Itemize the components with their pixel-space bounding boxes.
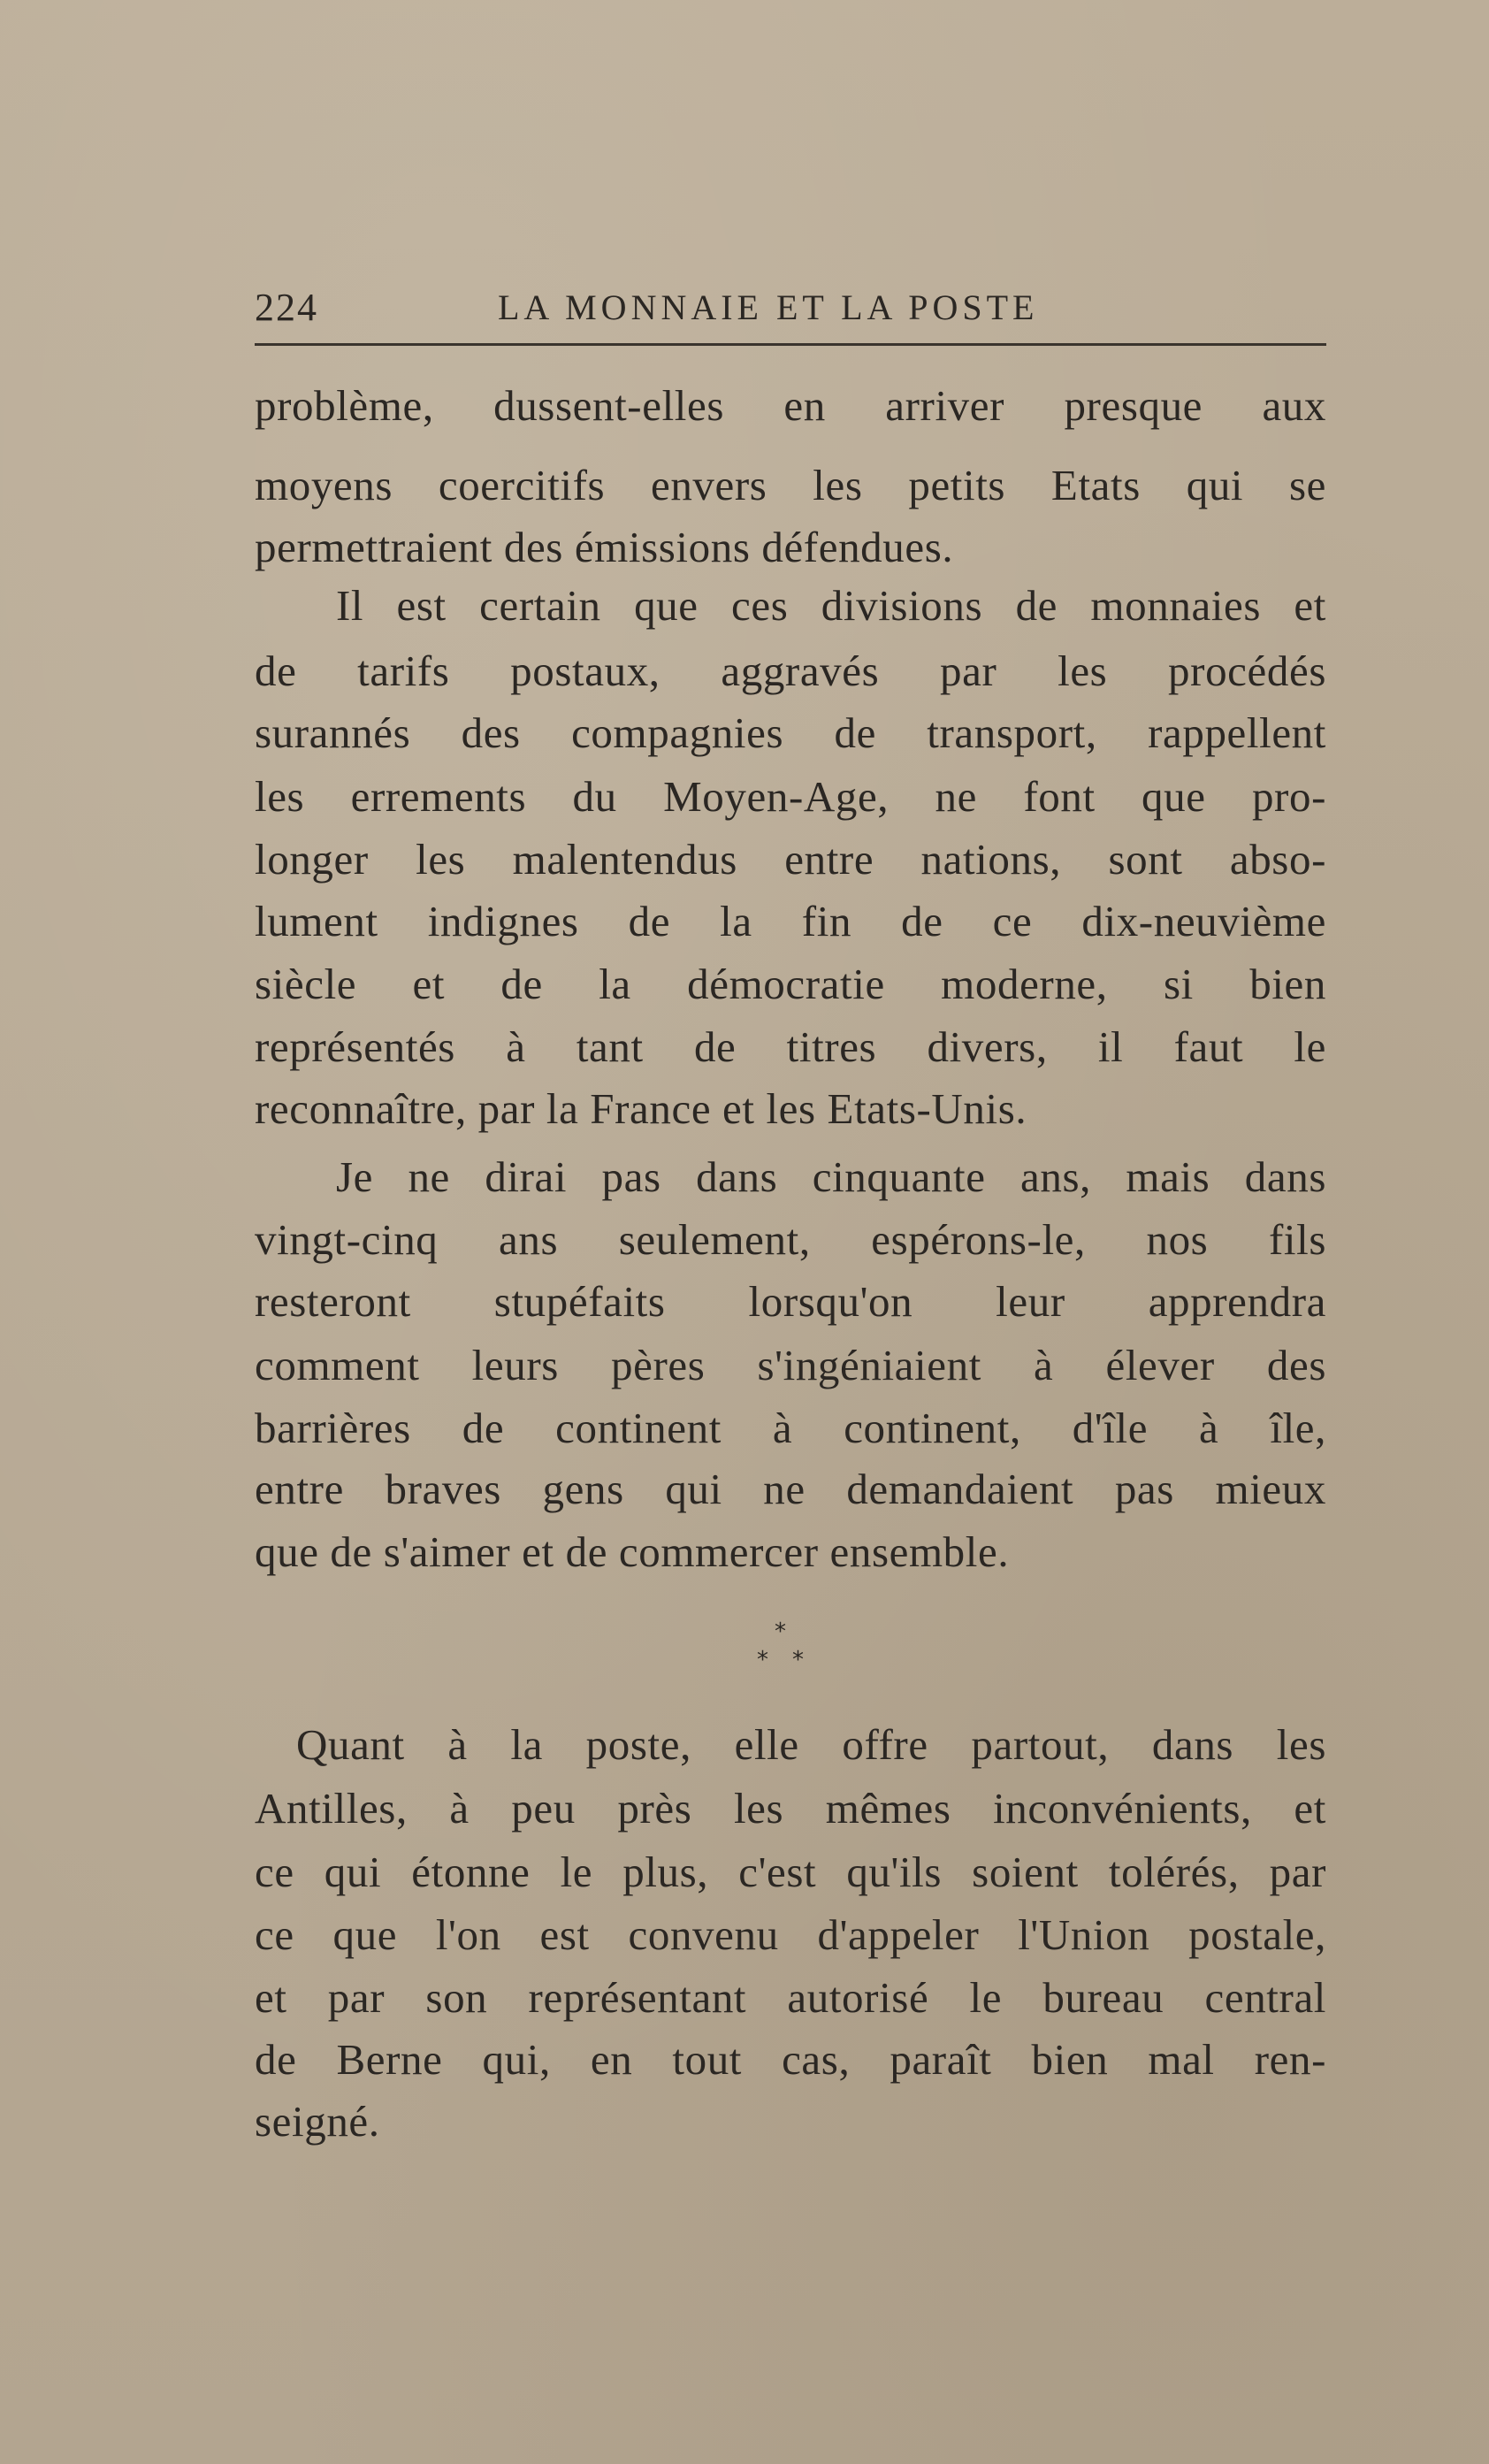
text-line: représentés à tant de titres divers, il faut le (255, 1022, 1326, 1071)
text-line: les errements du Moyen-Age, ne font que pro- (255, 772, 1326, 821)
text-line: barrières de continent à continent, d'île à île, (255, 1404, 1326, 1452)
text-line: et par son représentant autorisé le bureau central (255, 1973, 1326, 2022)
text-line: moyens coercitifs envers les petits Etats qui se (255, 461, 1326, 509)
text-line: seigné. (255, 2097, 380, 2146)
asterism-star: * (792, 1647, 804, 1673)
text-line: permettraient des émissions défendues. (255, 523, 954, 571)
text-line: de Berne qui, en tout cas, paraît bien mal ren- (255, 2035, 1326, 2084)
text-line: vingt-cinq ans seulement, espérons-le, nos fils (255, 1215, 1326, 1264)
text-line: siècle et de la démocratie moderne, si bien (255, 960, 1326, 1008)
text-line: ce qui étonne le plus, c'est qu'ils soient tolérés, par (255, 1848, 1326, 1896)
page-number: 224 (255, 286, 318, 329)
text-line: lument indignes de la fin de ce dix-neuvième (255, 897, 1326, 945)
text-line: que de s'aimer et de commercer ensemble. (255, 1527, 1010, 1576)
text-line: comment leurs pères s'ingéniaient à élever des (255, 1341, 1326, 1389)
text-line: problème, dussent-elles en arriver presque aux (255, 381, 1326, 430)
text-line: ce que l'on est convenu d'appeler l'Union postale, (255, 1910, 1326, 1959)
text-line: Antilles, à peu près les mêmes inconvénients, et (255, 1784, 1326, 1833)
section-break-asterism (744, 1610, 833, 1689)
text-line: reconnaître, par la France et les Etats-Unis. (255, 1084, 1027, 1133)
text-line: surannés des compagnies de transport, rappellent (255, 708, 1326, 757)
page-header (255, 281, 1326, 346)
text-line: longer les malentendus entre nations, sont abso- (255, 835, 1326, 884)
text-line: de tarifs postaux, aggravés par les procédés (255, 647, 1326, 695)
running-title: LA MONNAIE ET LA POSTE (498, 287, 1039, 327)
text-line: resteront stupéfaits lorsqu'on leur apprendra (255, 1277, 1326, 1326)
asterism-star: * (757, 1647, 768, 1673)
text-line: Quant à la poste, elle offre partout, dans les (296, 1720, 1326, 1769)
text-line: entre braves gens qui ne demandaient pas mieux (255, 1465, 1326, 1513)
text-line: Il est certain que ces divisions de monnaies et (336, 581, 1326, 630)
asterism-star: * (775, 1618, 786, 1645)
text-line: Je ne dirai pas dans cinquante ans, mais dans (336, 1152, 1326, 1201)
